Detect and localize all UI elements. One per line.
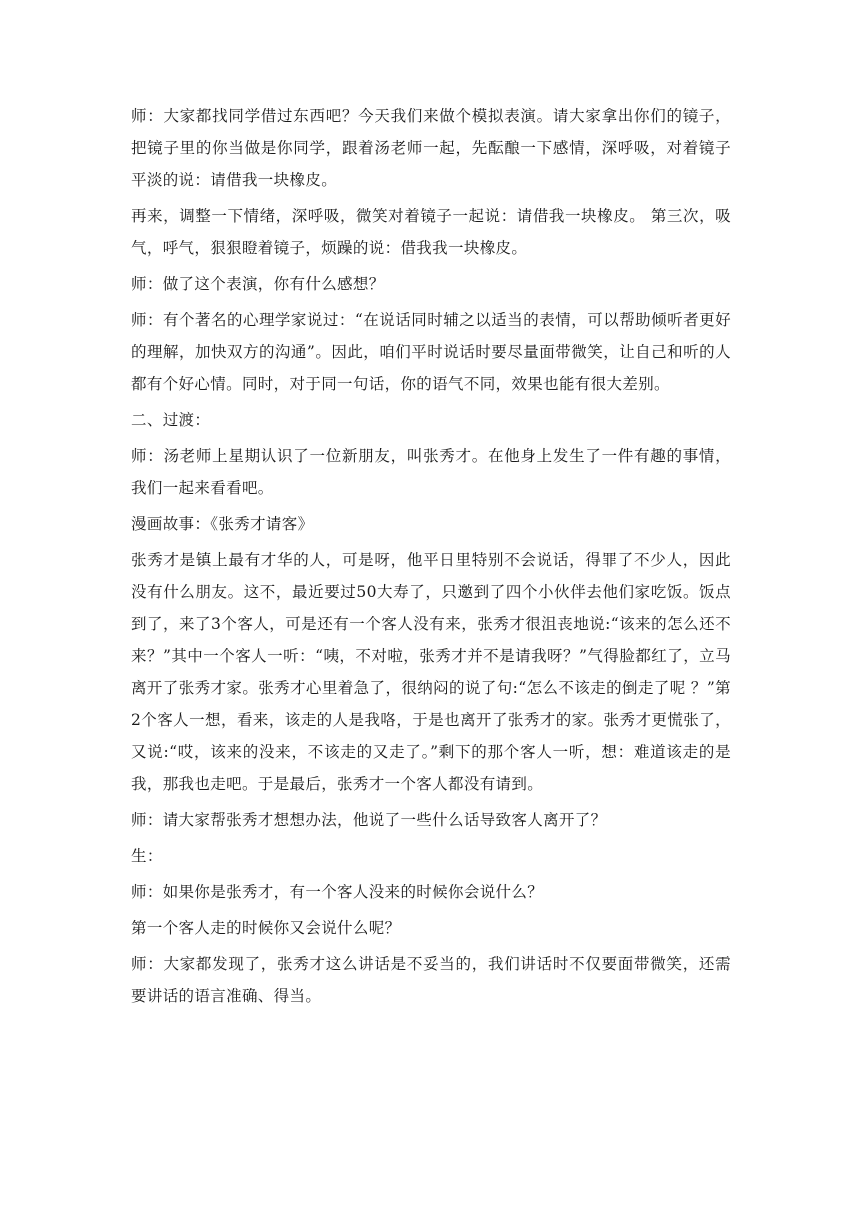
- paragraph-new-friend: 师：汤老师上星期认识了一位新朋友，叫张秀才。在他身上发生了一件有趣的事情，我们一起来看看吧。: [131, 447, 731, 497]
- document-page: [131, 100, 731, 1016]
- paragraph-story: 张秀才是镇上最有才华的人，可是呀，他平日里特别不会说话，得罪了不少人，因此没有什么朋友。这不，最近要过50大寿了，只邀到了四个小伙伴去他们家吃饭。饭点到了，来了3个客人，可是还有一个客人没有来，张秀才很沮丧地说:“该来的怎么还不来？”其中一个客人一听：“咦，不对啦，张秀才并不是请我呀？”气得脸都红了，立马离开了张秀才家。张秀才心里着急了，很纳闷的说了句:“怎么不该走的倒走了呢 ？”第2个客人一想，看来，该走的人是我咯，于是也离开了张秀才的家。张秀才更慌张了，又说:“哎，该来的没来，不该走的又走了。”剩下的那个客人一听，想：难道该走的是我，那我也走吧。于是最后，张秀才一个客人都没有请到。: [131, 551, 731, 793]
- paragraph-conclusion: 师：大家都发现了，张秀才这么讲话是不妥当的，我们讲话时不仅要面带微笑，还需要讲话的语言准确、得当。: [131, 955, 731, 1005]
- paragraph-psychologist-quote: 师：有个著名的心理学家说过：“在说话同时辅之以适当的表情，可以帮助倾听者更好的理解，加快双方的沟通”。因此，咱们平时说话时要尽量面带微笑，让自己和听的人都有个好心情。同时，对于同一句话，你的语气不同，效果也能有很大差别。: [131, 311, 731, 393]
- paragraph-borrow-exercise: 师：大家都找同学借过东西吧？今天我们来做个模拟表演。请大家拿出你们的镜子，把镜子里的你当做是你同学，跟着汤老师一起，先酝酿一下感情，深呼吸，对着镜子平淡的说：请借我一块橡皮。: [131, 107, 731, 189]
- story-title: 漫画故事：《张秀才请客》: [131, 515, 314, 533]
- paragraph-question-help: 师：请大家帮张秀才想想办法，他说了一些什么话导致客人离开了？: [131, 811, 607, 829]
- paragraph-question-feelings: 师：做了这个表演，你有什么感想？: [131, 275, 385, 293]
- paragraph-repeat-exercise: 再来，调整一下情绪，深呼吸，微笑对着镜子一起说：请借我一块橡皮。 第三次，吸气，呼气，狠狠瞪着镜子，烦躁的说：借我我一块橡皮。: [131, 207, 731, 257]
- paragraph-question-if-you: 师：如果你是张秀才，有一个客人没来的时候你会说什么？: [131, 883, 544, 901]
- paragraph-question-first-guest: 第一个客人走的时候你又会说什么呢？: [131, 919, 401, 937]
- section-heading-transition: 二、过渡：: [131, 411, 211, 429]
- paragraph-student: 生：: [131, 847, 163, 865]
